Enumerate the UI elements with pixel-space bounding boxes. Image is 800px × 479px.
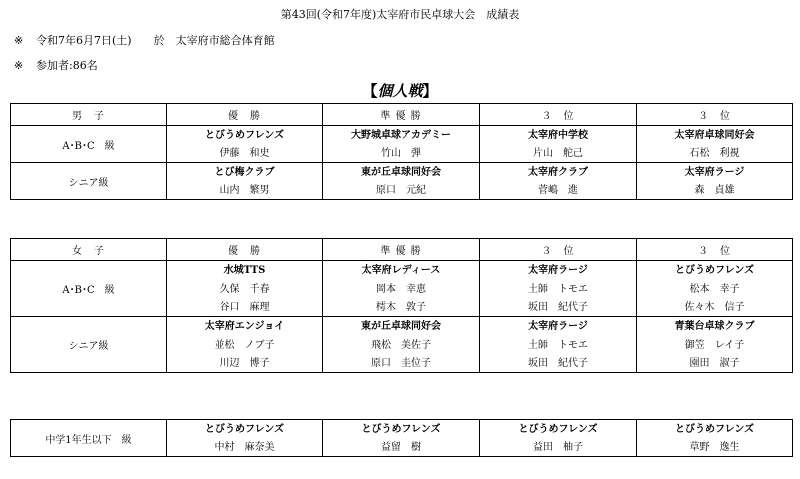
- player-name: 原口 圭位子: [371, 358, 431, 369]
- header-rank: ３ 位: [637, 239, 793, 261]
- note-mark: ※: [14, 59, 24, 72]
- club-name: 東が丘卓球同好会: [361, 321, 441, 332]
- player-name: 菅嶋 進: [538, 185, 578, 196]
- player-name: 久保 千春: [219, 284, 270, 295]
- player-name: 森 貞雄: [694, 185, 735, 196]
- player-name: 川辺 博子: [219, 358, 270, 369]
- section-title: 【個人戦】: [362, 82, 438, 100]
- category-label: 中学1年生以下 級: [11, 420, 167, 457]
- club-name: 太宰府ラージ: [528, 265, 588, 276]
- category-label: シニア級: [11, 163, 167, 200]
- player-name: 御笠 レイ子: [684, 340, 745, 351]
- player-name: 土師 トモエ: [528, 340, 588, 351]
- club-name: 青葉台卓球クラブ: [674, 321, 755, 332]
- club-name: とび梅クラブ: [214, 167, 275, 178]
- table-header-row: [11, 104, 793, 126]
- player-name: 益田 柚子: [533, 442, 583, 453]
- result-cell: [167, 126, 323, 163]
- player-name: 坂田 紀代子: [528, 358, 588, 369]
- result-cell: [167, 261, 323, 317]
- table-row: [11, 261, 793, 317]
- result-cell: [637, 126, 793, 163]
- result-cell: [480, 261, 637, 317]
- player-name: 片山 舵己: [533, 148, 583, 159]
- player-name: 飛松 美佐子: [371, 340, 431, 351]
- player-name: 樗木 敦子: [376, 302, 426, 313]
- header-rank: 優 勝: [167, 239, 323, 261]
- result-cell: [323, 261, 480, 317]
- player-name: 坂田 紀代子: [528, 302, 588, 313]
- result-cell: [167, 420, 323, 457]
- club-name: 太宰府卓球同好会: [674, 130, 755, 141]
- header-division: 女 子: [11, 239, 167, 261]
- club-name: 大野城卓球アカデミー: [351, 130, 451, 141]
- venue-prefix: 於: [153, 34, 165, 47]
- result-cell: [637, 420, 793, 457]
- player-name: 並松 ノブ子: [214, 340, 275, 351]
- player-name: 原口 元紀: [376, 185, 426, 196]
- player-name: 園田 淑子: [689, 358, 740, 369]
- club-name: とびうめフレンズ: [204, 130, 285, 141]
- player-name: 竹山 弾: [381, 148, 421, 159]
- player-name: 中村 麻奈美: [214, 442, 275, 453]
- club-name: とびうめフレンズ: [204, 424, 285, 435]
- result-cell: [480, 163, 637, 200]
- player-name: 山内 繁男: [219, 185, 270, 196]
- result-cell: [323, 163, 480, 200]
- club-name: 太宰府ラージ: [528, 321, 588, 332]
- club-name: 太宰府中学校: [528, 130, 588, 141]
- table-row: [11, 420, 793, 457]
- table-row: [11, 126, 793, 163]
- player-name: 石松 利視: [689, 148, 740, 159]
- player-name: 益留 樹: [381, 442, 421, 453]
- category-label: シニア級: [11, 317, 167, 373]
- participants-line: [14, 57, 98, 73]
- club-name: 太宰府レディース: [361, 265, 441, 276]
- header-division: 男 子: [11, 104, 167, 126]
- result-cell: [323, 317, 480, 373]
- club-name: とびうめフレンズ: [361, 424, 441, 435]
- result-cell: [637, 261, 793, 317]
- header-rank: 準 優 勝: [323, 239, 480, 261]
- club-name: とびうめフレンズ: [674, 424, 755, 435]
- header-rank: ３ 位: [480, 104, 637, 126]
- category-label: A･B･C 級: [11, 126, 167, 163]
- club-name: とびうめフレンズ: [674, 265, 755, 276]
- club-name: 東が丘卓球同好会: [361, 167, 441, 178]
- club-name: 太宰府クラブ: [528, 167, 588, 178]
- player-name: 伊藤 和史: [219, 148, 270, 159]
- result-cell: [323, 126, 480, 163]
- event-venue: 太宰府市総合体育館: [175, 34, 275, 47]
- junior-results-table: [10, 419, 793, 457]
- club-name: 太宰府エンジョイ: [204, 321, 285, 332]
- club-name: とびうめフレンズ: [518, 424, 598, 435]
- player-name: 谷口 麻理: [219, 302, 270, 313]
- result-cell: [637, 317, 793, 373]
- table-header-row: [11, 239, 793, 261]
- result-cell: [480, 317, 637, 373]
- section-title-text: 個人戦: [377, 82, 423, 100]
- player-name: 草野 逸生: [689, 442, 740, 453]
- table-row: [11, 317, 793, 373]
- category-label: A･B･C 級: [11, 261, 167, 317]
- result-cell: [480, 126, 637, 163]
- note-mark: ※: [14, 34, 24, 47]
- result-cell: [323, 420, 480, 457]
- result-cell: [167, 317, 323, 373]
- club-name: 太宰府ラージ: [684, 167, 745, 178]
- club-name: 水城TTS: [223, 265, 266, 276]
- womens-results-table: [10, 238, 793, 373]
- participants-count: 参加者:86名: [36, 59, 98, 72]
- event-date-line: [14, 32, 275, 48]
- result-cell: [480, 420, 637, 457]
- document-title: 第43回(令和7年度)太宰府市民卓球大会 成績表: [280, 8, 520, 21]
- header-rank: 準 優 勝: [323, 104, 480, 126]
- mens-results-table: [10, 103, 793, 200]
- header-rank: 優 勝: [167, 104, 323, 126]
- header-rank: ３ 位: [637, 104, 793, 126]
- player-name: 岡本 幸恵: [376, 284, 426, 295]
- header-rank: ３ 位: [480, 239, 637, 261]
- player-name: 佐々木 信子: [684, 302, 745, 313]
- player-name: 松本 幸子: [689, 284, 740, 295]
- result-cell: [637, 163, 793, 200]
- player-name: 土師 トモエ: [528, 284, 588, 295]
- event-date: 令和7年6月7日(土): [36, 34, 132, 47]
- table-row: [11, 163, 793, 200]
- result-cell: [167, 163, 323, 200]
